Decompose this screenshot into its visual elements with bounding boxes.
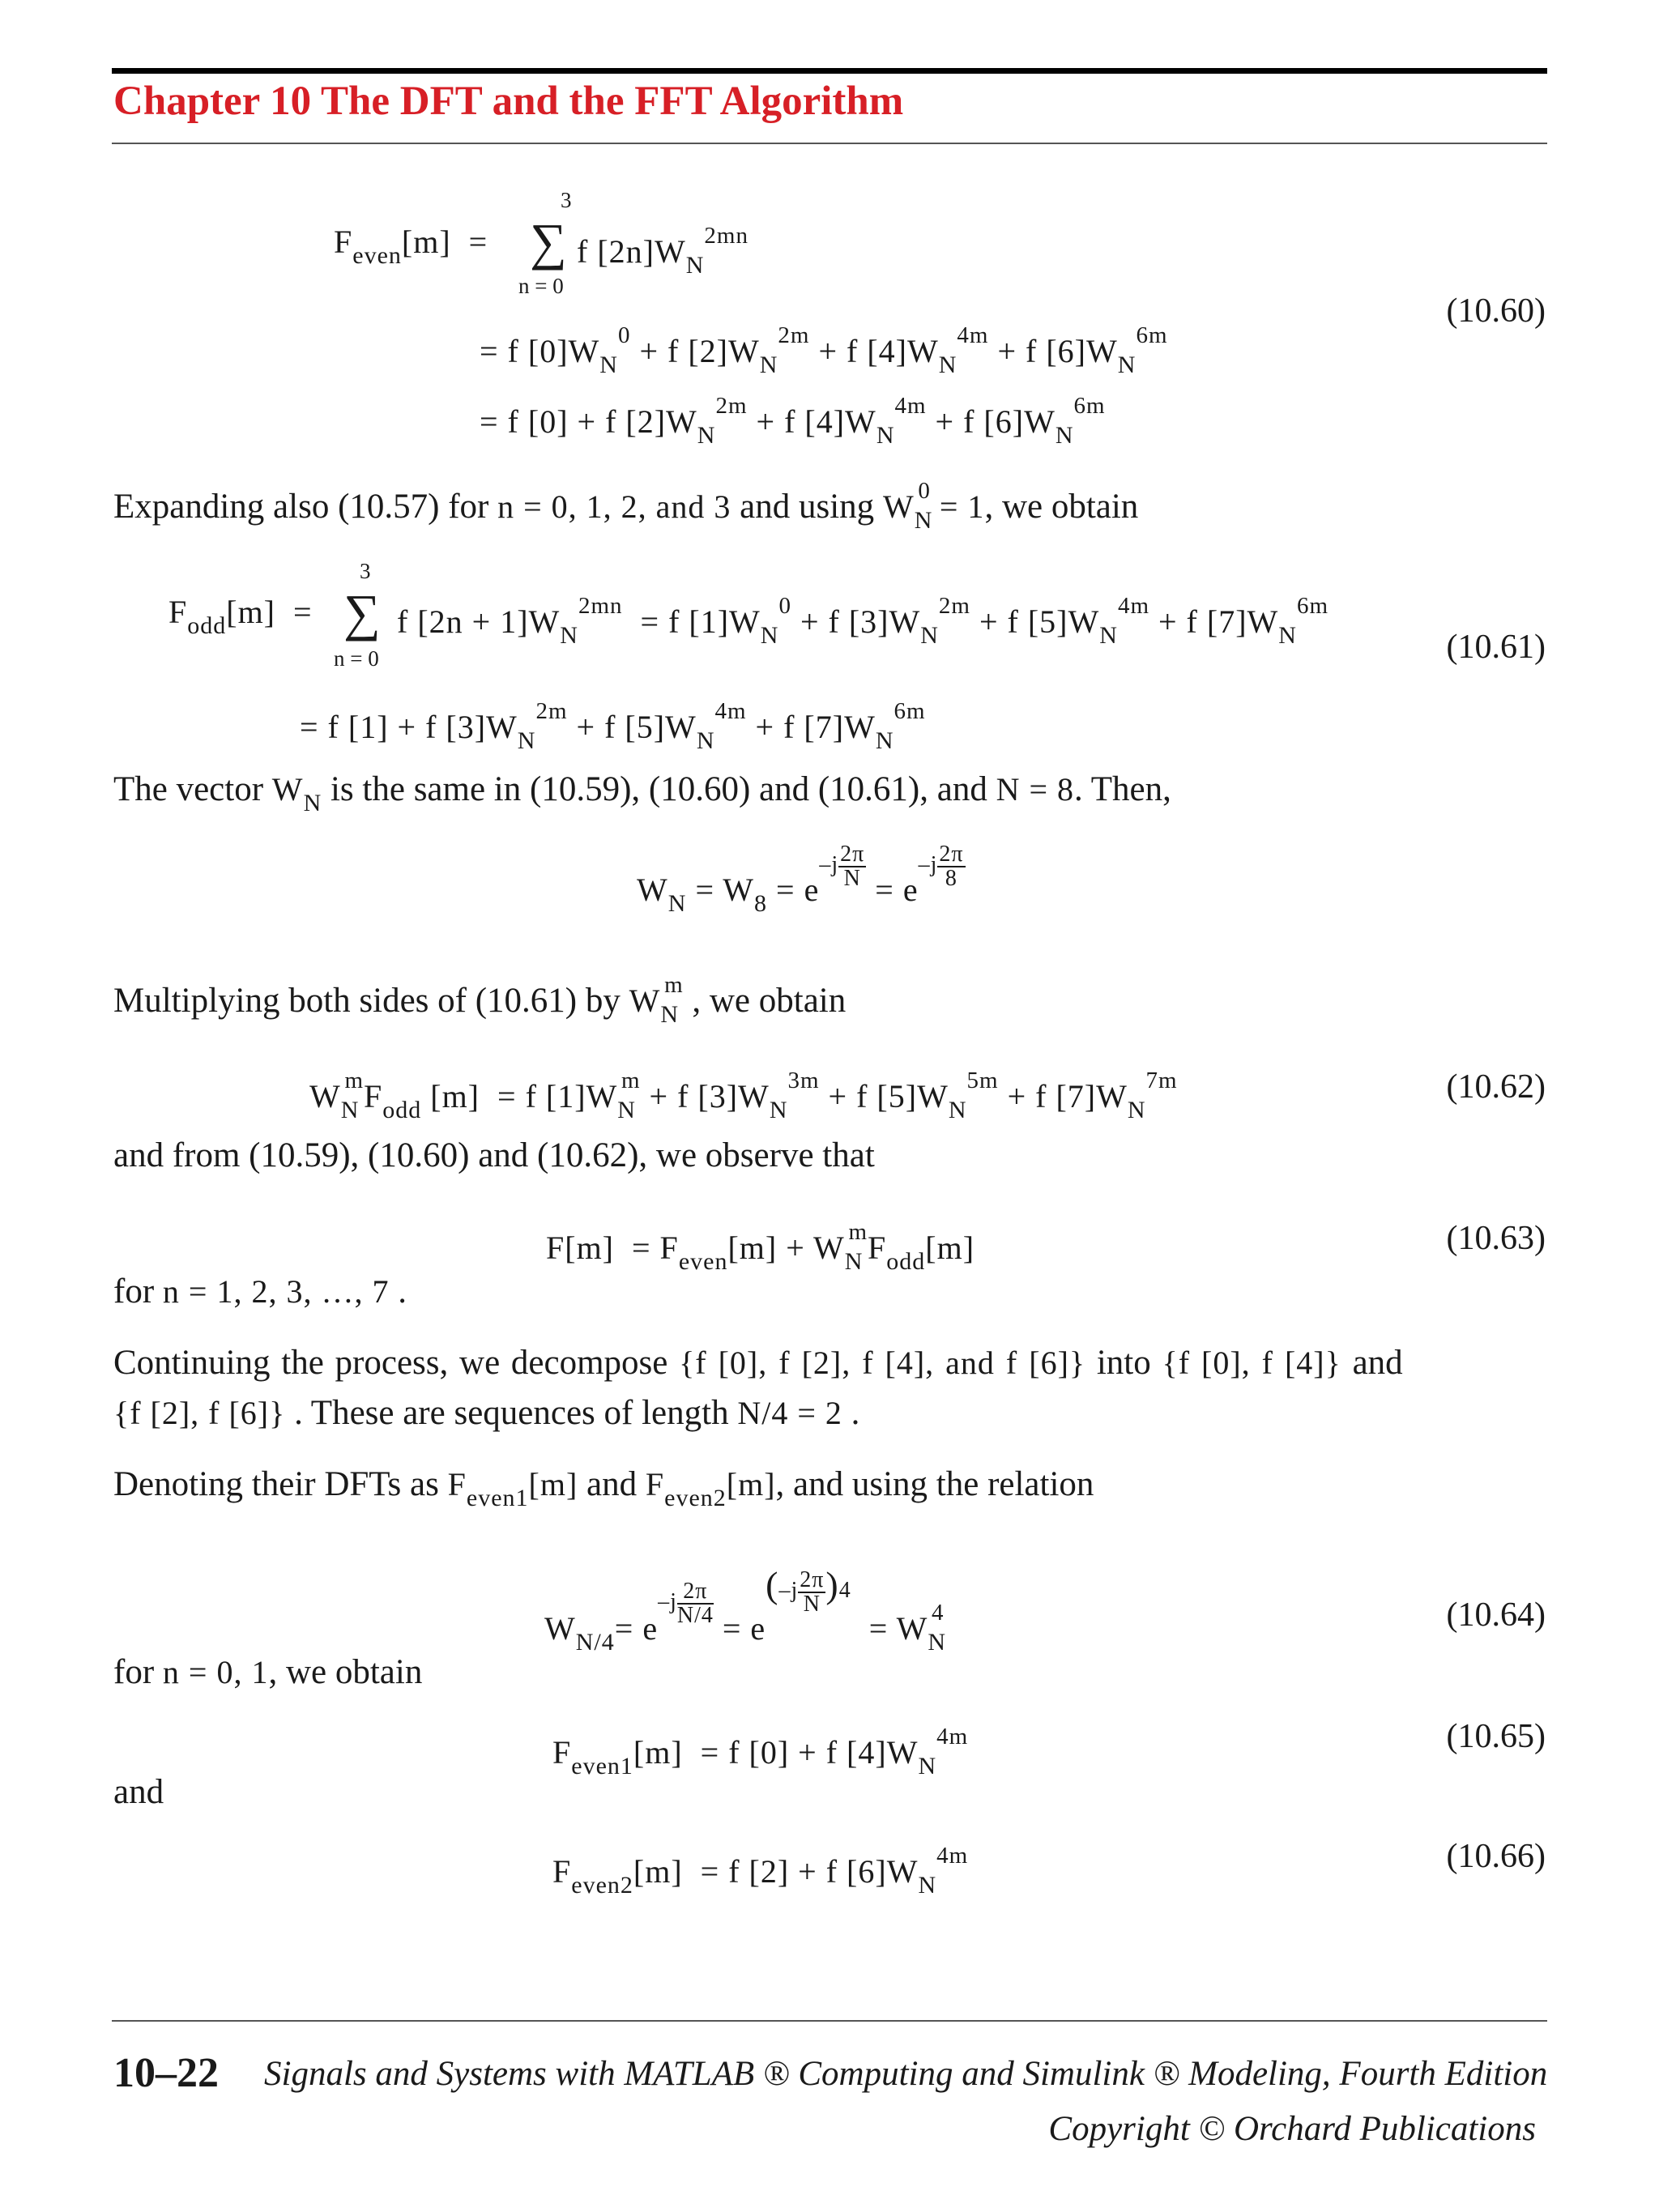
eq63-body: $F[m] = F_{even}[m] + W_N^mF_{odd}[m]$	[546, 1219, 975, 1275]
eq60-sigma: ∑	[530, 213, 567, 271]
eq62-body: $W_N^mF_{odd}$ [m] = f $[1]W_N^m + f$ $[3]W_N^{3m} + f$ $[5]W_N^{5m} + f$ $[7]W_N^{7m}$	[309, 1068, 1178, 1123]
paragraph-denoting: Denoting their DFTs as $F_{even1}[m]$ and $F_{even2}[m]$, and using the relation	[113, 1465, 1094, 1511]
paragraph-and: and	[113, 1773, 164, 1811]
footer-divider	[112, 2020, 1547, 2022]
eq61-line1: f $[2n + 1]W_N^{2mn} = f$ $[1]W_N^0 + f$ $[3]W_N^{2m} + f$ $[5]W_N^{4m} + f$ $[7]W_N^{6m}$	[397, 593, 1329, 649]
header-divider	[112, 143, 1547, 144]
copyright-line: Copyright © Orchard Publications	[1048, 2110, 1536, 2148]
eq-number-10-64: (10.64)	[1446, 1596, 1546, 1634]
chapter-title: Chapter 10 The DFT and the FFT Algorithm	[113, 79, 904, 124]
paragraph-multiplying: Multiplying both sides of (10.61) by $W_N^m$ , we obtain	[113, 972, 847, 1028]
eq-number-10-65: (10.65)	[1446, 1718, 1546, 1755]
eq61-sigma: ∑	[343, 584, 381, 641]
eq-number-10-60: (10.60)	[1446, 292, 1546, 330]
eq65-body: $F_{even1}[m] = f$ [0] + f $[4]W_N^{4m}$	[552, 1724, 969, 1779]
eq66-body: $F_{even2}[m] = f$ [2] + f $[6]W_N^{4m}$	[552, 1843, 969, 1899]
eq60-line2: = f $[0]W_N^0 + f$ $[2]W_N^{2m} + f$ $[4]W_N^{4m} + f$ $[6]W_N^{6m}$	[480, 322, 1168, 378]
paragraph-continuing: Continuing the process, we decompose {f [0], f [2], f [4], and f [6]} into {f [0], f [4]} and	[113, 1344, 1403, 1382]
eq-number-10-66: (10.66)	[1446, 1838, 1546, 1875]
eq-number-10-63: (10.63)	[1446, 1220, 1546, 1257]
page-number: 10–22	[113, 2050, 219, 2096]
paragraph-observe: and from (10.59), (10.60) and (10.62), we observe that	[113, 1136, 875, 1174]
book-title: Signals and Systems with MATLAB ® Computing and Simulink ® Modeling, Fourth Edition	[264, 2055, 1548, 2093]
eq-number-10-62: (10.62)	[1446, 1068, 1546, 1106]
paragraph-sequences: {f [2], f [6]} . These are sequences of length N/4 = 2 .	[113, 1394, 860, 1432]
paragraph-for-n-0-1: for n = 0, 1, we obtain	[113, 1653, 423, 1691]
eq60-sum-lower: n = 0	[518, 274, 564, 298]
paragraph-for-n: for n = 1, 2, 3, …, 7 .	[113, 1272, 407, 1311]
eq61-sum-lower: n = 0	[334, 646, 379, 671]
paragraph-vector: The vector $W_N$ is the same in (10.59), (10.60) and (10.61), and N = 8. Then,	[113, 770, 1171, 816]
top-rule	[112, 68, 1547, 74]
eq60-sum-upper: 3	[561, 188, 572, 212]
eq61-line2: = f [1] + f $[3]W_N^{2m} + f$ $[5]W_N^{4m} + f$ $[7]W_N^{6m}$	[300, 698, 926, 754]
eq60-line1: f $[2n]W_N^{2mn}$	[577, 223, 748, 279]
eq60-line3: = f [0] + f $[2]W_N^{2m} + f$ $[4]W_N^{4m} + f$ $[6]W_N^{6m}$	[480, 393, 1106, 449]
eq-number-10-61: (10.61)	[1446, 629, 1546, 666]
paragraph-expanding: Expanding also (10.57) for n = 0, 1, 2, and 3 and using $W_N^0 = 1$, we obtain	[113, 478, 1139, 534]
eq60-lhs: $F_{even}[m]$ =	[334, 224, 488, 269]
equation-wn: $W_N = W_8 = e^{-j \frac{2\pi}{N}}$ = $e^{-j \frac{2\pi}{8}}$	[637, 841, 964, 917]
eq61-sum-upper: 3	[360, 559, 371, 583]
eq61-lhs: $F_{odd}[m]$ =	[168, 594, 313, 639]
eq64-body: $W_{N/4}= e^{-j \frac{2\pi}{N/4}}$ = $e^{(-j \frac{2\pi}{N} )4} = W_N^4$	[544, 1564, 947, 1656]
